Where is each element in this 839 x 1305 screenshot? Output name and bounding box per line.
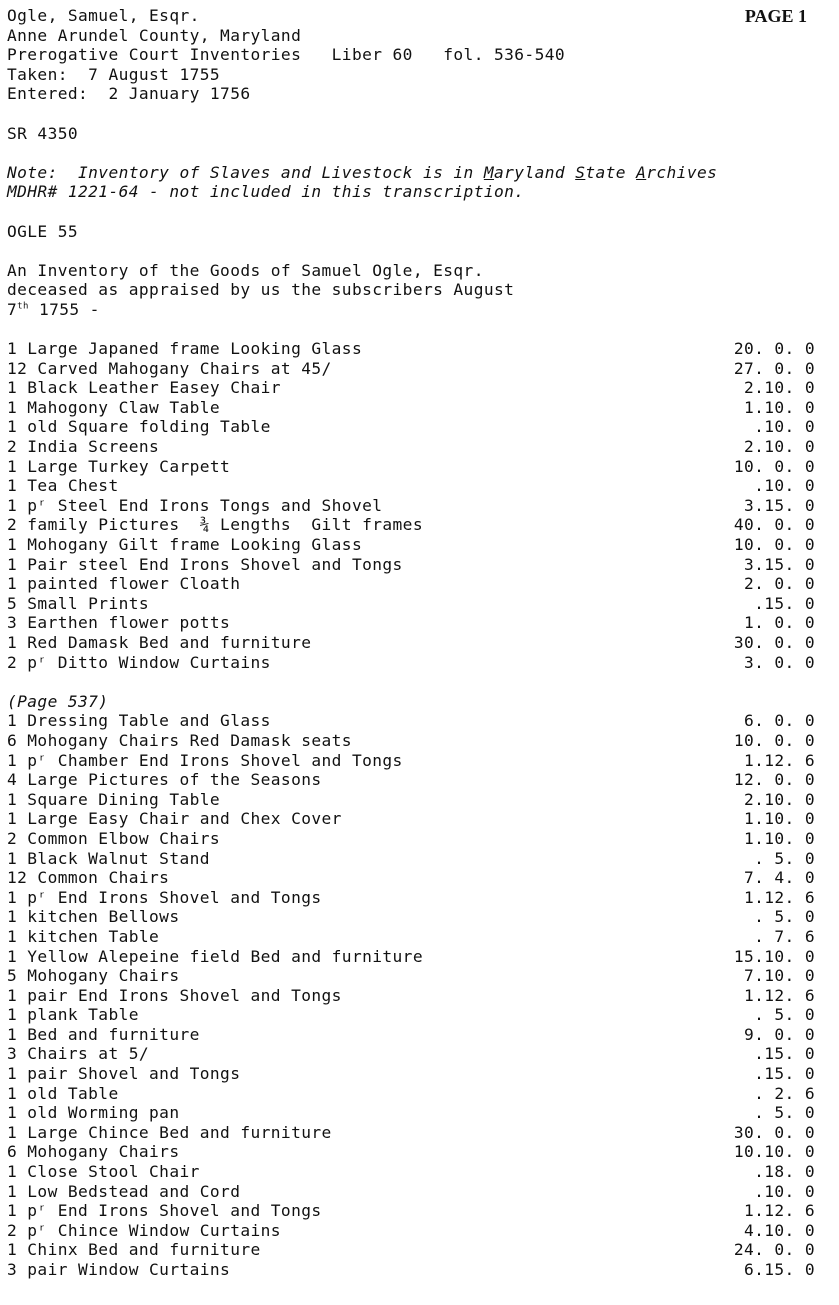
item-value: .18. 0 [754, 1162, 815, 1182]
inventory-item-row [7, 613, 815, 633]
item-value: 15.10. 0 [733, 946, 815, 966]
item-description: 1 Pair steel End Irons Shovel and Tongs [7, 554, 403, 574]
item-value: .15. 0 [754, 1044, 815, 1064]
item-description: 3 Earthen flower potts [7, 613, 231, 633]
inventory-item-row [7, 790, 815, 810]
entered-date-line: Entered: 2 January 1756 [7, 84, 251, 104]
item-description: 1 Red Damask Bed and furniture [7, 633, 312, 652]
inventory-item-row [7, 633, 815, 653]
item-description: 1 pair Shovel and Tongs [7, 1064, 241, 1084]
inventory-item-row [7, 457, 815, 477]
item-description: 1 Mohogany Gilt frame Looking Glass [7, 535, 363, 555]
item-value: 30. 0. 0 [733, 1122, 815, 1142]
item-value: .10. 0 [754, 476, 815, 496]
item-value: 1.10. 0 [743, 828, 815, 848]
inventory-item-row [7, 751, 815, 771]
inventory-item-row [7, 1064, 815, 1084]
inventory-item-row [7, 711, 815, 731]
inventory-list-2 [7, 711, 815, 1279]
item-value: 40. 0. 0 [733, 515, 815, 535]
item-description: 1 kitchen Table [7, 926, 160, 946]
inventory-item-row [7, 1162, 815, 1182]
item-value: . 5. 0 [754, 1103, 815, 1123]
inventory-item-row [7, 1044, 815, 1064]
item-value: 3. 0. 0 [743, 652, 815, 672]
inventory-item-row [7, 849, 815, 869]
item-description: 2 India Screens [7, 437, 160, 457]
item-value: 2.10. 0 [743, 789, 815, 809]
item-value: 3.15. 0 [743, 495, 815, 515]
item-value: 3.15. 0 [743, 554, 815, 574]
decedent-name: Ogle, Samuel, Esqr. [7, 6, 200, 25]
intro-line-2: deceased as appraised by us the subscribers August [7, 280, 515, 300]
item-description: 1 old Square folding Table [7, 417, 271, 437]
note-line-1: Note: Inventory of Slaves and Livestock is in Maryland State Archives [7, 162, 718, 182]
inventory-item-row [7, 496, 815, 516]
inventory-item-row [7, 359, 815, 379]
item-description: 1 Yellow Alepeine field Bed and furniture [7, 946, 423, 966]
item-value: 1.12. 6 [743, 1201, 815, 1221]
item-value: 12. 0. 0 [733, 770, 815, 790]
ogle-reference: OGLE 55 [7, 221, 79, 241]
item-value: 10. 0. 0 [733, 535, 815, 555]
inventory-item-row [7, 1025, 815, 1045]
inventory-item-row [7, 907, 815, 927]
item-description: 1 Large Easy Chair and Chex Cover [7, 809, 342, 829]
inventory-item-row [7, 809, 815, 829]
item-description: 5 Mohogany Chairs [7, 966, 180, 986]
inventory-item-row [7, 515, 815, 535]
item-description: 1 Tea Chest [7, 476, 119, 496]
item-description: 1 Black Leather Easey Chair [7, 378, 281, 398]
item-value: . 5. 0 [754, 907, 815, 927]
inventory-item-row [7, 888, 815, 908]
inventory-item-row [7, 1240, 815, 1260]
inventory-item-row [7, 476, 815, 496]
item-description: 1 pʳ Steel End Irons Tongs and Shovel [7, 495, 383, 515]
inventory-item-row [7, 770, 815, 790]
item-description: 1 pair End Irons Shovel and Tongs [7, 985, 342, 1005]
item-description: 5 Small Prints [7, 593, 150, 613]
item-value: 7. 4. 0 [743, 868, 815, 888]
inventory-item-row [7, 1005, 815, 1025]
item-description: 1 old Worming pan [7, 1103, 180, 1123]
item-description: 1 old Table [7, 1083, 119, 1103]
inventory-item-row [7, 1260, 815, 1280]
inventory-item-row [7, 437, 815, 457]
item-description: 1 Large Chince Bed and furniture [7, 1122, 332, 1142]
inventory-item-row [7, 535, 815, 555]
item-value: 6.15. 0 [743, 1260, 815, 1279]
item-value: 1.10. 0 [743, 809, 815, 829]
item-description: 3 Chairs at 5/ [7, 1044, 150, 1064]
item-value: 24. 0. 0 [733, 1240, 815, 1260]
item-value: .15. 0 [754, 1064, 815, 1084]
inventory-item-row [7, 378, 815, 398]
item-value: 20. 0. 0 [733, 339, 815, 359]
page-reference: (Page 537) [7, 691, 109, 711]
item-value: 2.10. 0 [743, 378, 815, 398]
item-description: 1 painted flower Cloath [7, 574, 241, 594]
inventory-item-row [7, 1201, 815, 1221]
inventory-item-row [7, 1221, 815, 1241]
item-description: 1 Square Dining Table [7, 789, 221, 809]
item-value: 1.12. 6 [743, 750, 815, 770]
item-value: 7.10. 0 [743, 966, 815, 986]
item-description: 6 Mohogany Chairs [7, 1142, 180, 1162]
item-value: 10. 0. 0 [733, 730, 815, 750]
item-value: . 7. 6 [754, 926, 815, 946]
item-description: 3 pair Window Curtains [7, 1260, 231, 1279]
item-description: 1 Large Japaned frame Looking Glass [7, 339, 363, 359]
court-reference-line: Prerogative Court Inventories Liber 60 fol. 536-540 [7, 45, 566, 65]
taken-date-line: Taken: 7 August 1755 [7, 64, 221, 84]
item-description: 1 Mahogony Claw Table [7, 397, 221, 417]
item-description: 1 Black Walnut Stand [7, 848, 210, 868]
item-value: 6. 0. 0 [743, 711, 815, 731]
item-description: 1 plank Table [7, 1005, 139, 1025]
item-description: 6 Mohogany Chairs Red Damask seats [7, 730, 352, 750]
inventory-item-row [7, 594, 815, 614]
item-value: 27. 0. 0 [733, 358, 815, 378]
item-description: 12 Carved Mahogany Chairs at 45/ [7, 358, 332, 378]
item-description: 2 pʳ Ditto Window Curtains [7, 652, 271, 672]
item-value: 2. 0. 0 [743, 574, 815, 594]
item-value: .10. 0 [754, 417, 815, 437]
inventory-item-row [7, 927, 815, 947]
item-value: 30. 0. 0 [733, 633, 815, 652]
inventory-item-row [7, 417, 815, 437]
item-description: 1 pʳ Chamber End Irons Shovel and Tongs [7, 750, 403, 770]
item-description: 1 Dressing Table and Glass [7, 711, 271, 731]
item-description: 1 Low Bedstead and Cord [7, 1181, 241, 1201]
item-value: 9. 0. 0 [743, 1024, 815, 1044]
item-description: 4 Large Pictures of the Seasons [7, 770, 322, 790]
inventory-item-row [7, 1123, 815, 1143]
item-value: . 5. 0 [754, 848, 815, 868]
item-value: 1. 0. 0 [743, 613, 815, 633]
item-description: 1 pʳ End Irons Shovel and Tongs [7, 887, 322, 907]
item-value: 4.10. 0 [743, 1220, 815, 1240]
inventory-item-row [7, 1103, 815, 1123]
item-value: . 5. 0 [754, 1005, 815, 1025]
item-value: 1.12. 6 [743, 887, 815, 907]
item-description: 1 kitchen Bellows [7, 907, 180, 927]
inventory-item-row [7, 947, 815, 967]
inventory-item-row [7, 339, 815, 359]
intro-line-1: An Inventory of the Goods of Samuel Ogle, Esqr. [7, 260, 484, 280]
sr-reference: SR 4350 [7, 123, 79, 143]
item-value: 10. 0. 0 [733, 456, 815, 476]
item-value: 2.10. 0 [743, 437, 815, 457]
item-description: 1 Chinx Bed and furniture [7, 1240, 261, 1260]
item-description: 2 family Pictures ¾ Lengths Gilt frames [7, 515, 423, 535]
item-value: 1.10. 0 [743, 397, 815, 417]
item-description: 2 pʳ Chince Window Curtains [7, 1220, 281, 1240]
document-header [7, 6, 815, 1280]
item-value: .10. 0 [754, 1181, 815, 1201]
inventory-item-row [7, 868, 815, 888]
intro-line-3: 7th 1755 - [7, 299, 100, 319]
inventory-item-row [7, 555, 815, 575]
item-value: . 2. 6 [754, 1083, 815, 1103]
inventory-item-row [7, 1084, 815, 1104]
county-line: Anne Arundel County, Maryland [7, 25, 302, 45]
inventory-item-row [7, 653, 815, 673]
item-description: 1 Large Turkey Carpett [7, 456, 231, 476]
inventory-item-row [7, 574, 815, 594]
item-description: 1 pʳ End Irons Shovel and Tongs [7, 1201, 322, 1221]
item-description: 1 Close Stool Chair [7, 1162, 200, 1182]
inventory-item-row [7, 966, 815, 986]
inventory-item-row [7, 398, 815, 418]
inventory-list-1 [7, 339, 815, 672]
inventory-item-row [7, 1142, 815, 1162]
item-description: 1 Bed and furniture [7, 1024, 200, 1044]
inventory-item-row [7, 1182, 815, 1202]
inventory-item-row [7, 829, 815, 849]
inventory-item-row [7, 731, 815, 751]
item-value: 1.12. 6 [743, 985, 815, 1005]
note-line-2: MDHR# 1221-64 - not included in this transcription. [7, 182, 525, 202]
item-value: .15. 0 [754, 593, 815, 613]
item-description: 2 Common Elbow Chairs [7, 828, 221, 848]
inventory-item-row [7, 986, 815, 1006]
item-value: 10.10. 0 [733, 1142, 815, 1162]
page-number-label: PAGE 1 [744, 6, 807, 26]
item-description: 12 Common Chairs [7, 868, 170, 888]
